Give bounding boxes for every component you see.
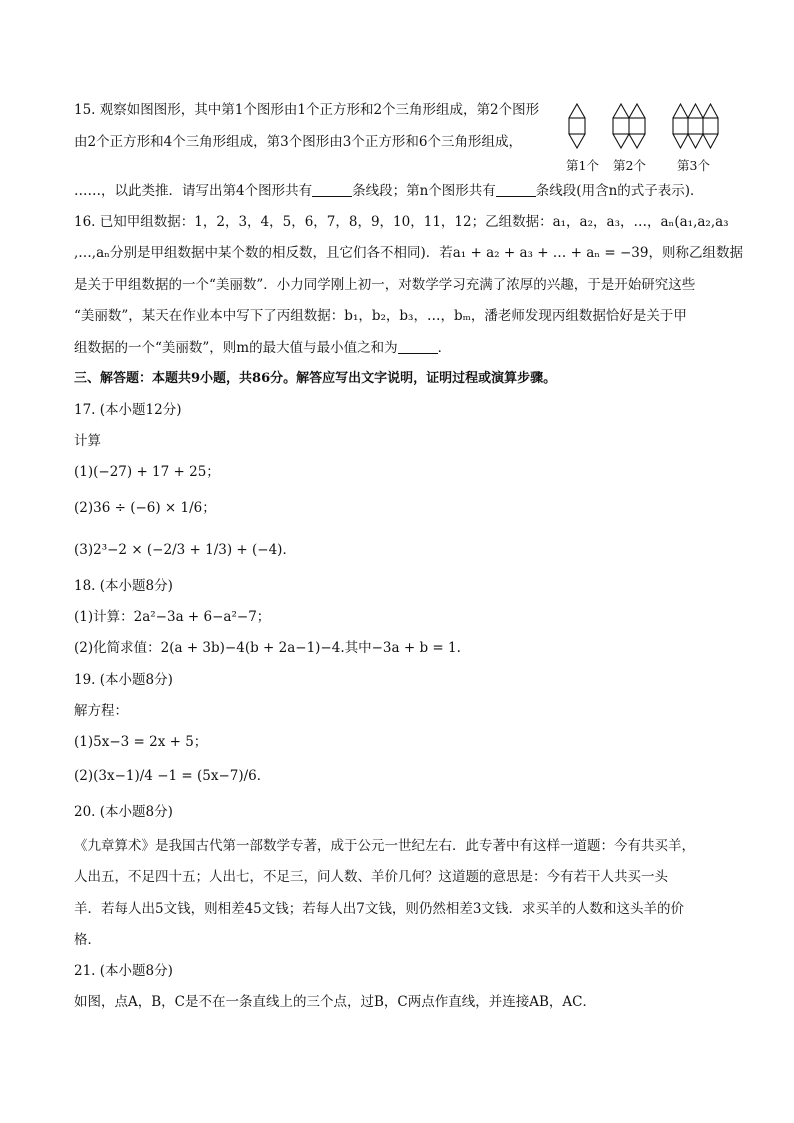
q16-line3: 是关于甲组数据的一个“美丽数”．小力同学刚上初一，对数学学习充满了浓厚的兴趣，于是开始研究这些 — [74, 277, 696, 293]
q16-line4: “美丽数”，某天在作业本中写下了丙组数据：b₁，b₂，b₃，…，bₘ，潘老师发现丙组数据恰好是关于甲 — [74, 308, 687, 324]
fig-label-3: 第3个 — [677, 158, 710, 173]
q15-line3 — [74, 181, 704, 201]
q21-header: 21. (本小题8分) — [74, 963, 173, 979]
q19-part2: (2)(3x−1)/4 −1 = (5x−7)/6． — [74, 768, 271, 784]
q16-line5-text: 组数据的一个“美丽数”，则m的最大值与最小值之和为 — [74, 340, 398, 356]
q17-intro: 计算 — [74, 433, 101, 449]
q16-line5-end: ． — [437, 340, 452, 356]
q20-line2: 人出五，不足四十五；人出七，不足三，问人数、羊价几何？这道题的意思是：今有若干人共买一头 — [74, 869, 668, 885]
q18-part2: (2)化简求值：2(a + 3b)−4(b + 2a−1)−4.其中−3a + b = 1. — [74, 640, 461, 656]
q16-line1: 16. 已知甲组数据：1，2，3，4，5，6，7，8，9，10，11，12；乙组数据：a₁，a₂，a₃，…，aₙ(a₁,a₂,a₃ — [74, 214, 729, 230]
q19-header: 19. (本小题8分) — [74, 672, 173, 688]
q19-intro: 解方程： — [74, 703, 128, 719]
fig-label-1: 第1个 — [566, 158, 599, 173]
q15-blank-1[interactable] — [312, 182, 352, 197]
q20-line1: 《九章算术》是我国古代第一部数学专著，成于公元一世纪左右．此专著中有这样一道题：今有共买羊， — [74, 838, 695, 854]
q18-part1: (1)计算：2a²−3a + 6−a²−7； — [74, 609, 271, 625]
figure-2-shape — [613, 104, 645, 148]
section-3-title: 三、解答题：本题共9小题，共86分。解答应写出文字说明，证明过程或演算步骤。 — [74, 371, 557, 386]
figure-1-shape — [569, 104, 585, 148]
q18-header: 18. (本小题8分) — [74, 578, 173, 594]
q19-part1: (1)5x−3 = 2x + 5； — [74, 734, 208, 750]
q15-blank-2[interactable] — [496, 182, 536, 197]
q15-line1: 15. 观察如图图形，其中第1个图形由1个正方形和2个三角形组成，第2个图形 — [74, 102, 540, 118]
q17-part3: (3)2³−2 × (−2/3 + 1/3) + (−4)． — [74, 542, 296, 558]
q20-line3: 羊．若每人出5文钱，则相差45文钱；若每人出7文钱，则仍然相差3文钱．求买羊的人数和这头羊的价 — [74, 901, 684, 917]
q15-line3-b: 条线段；第n个图形共有 — [352, 183, 496, 199]
q20-line4: 格． — [74, 932, 101, 948]
q21-line1: 如图，点A，B，C是不在一条直线上的三个点，过B，C两点作直线，并连接AB，AC． — [74, 994, 596, 1010]
q17-part2: (2)36 ÷ (−6) × 1/6； — [74, 500, 216, 516]
q20-header: 20. (本小题8分) — [74, 804, 173, 820]
q16-blank[interactable] — [398, 339, 438, 354]
q17-part1: (1)(−27) + 17 + 25； — [74, 464, 220, 480]
figure-3-shape — [673, 104, 718, 148]
q15-line3-a: ……，以此类推．请写出第4个图形共有 — [74, 183, 313, 199]
fig-label-2: 第2个 — [613, 158, 646, 173]
q17-header: 17. (本小题12分) — [74, 402, 182, 418]
q15-line3-c: 条线段(用含n的式子表示)． — [535, 183, 704, 199]
q16-line2: ,…,aₙ分别是甲组数据中某个数的相反数，且它们各不相同)．若a₁ + a₂ + a₃ + … + aₙ = −39，则称乙组数据 — [74, 245, 743, 261]
q16-line5 — [74, 338, 451, 358]
q15-line2: 由2个正方形和4个三角形组成，第3个图形由3个正方形和6个三角形组成， — [74, 134, 522, 150]
